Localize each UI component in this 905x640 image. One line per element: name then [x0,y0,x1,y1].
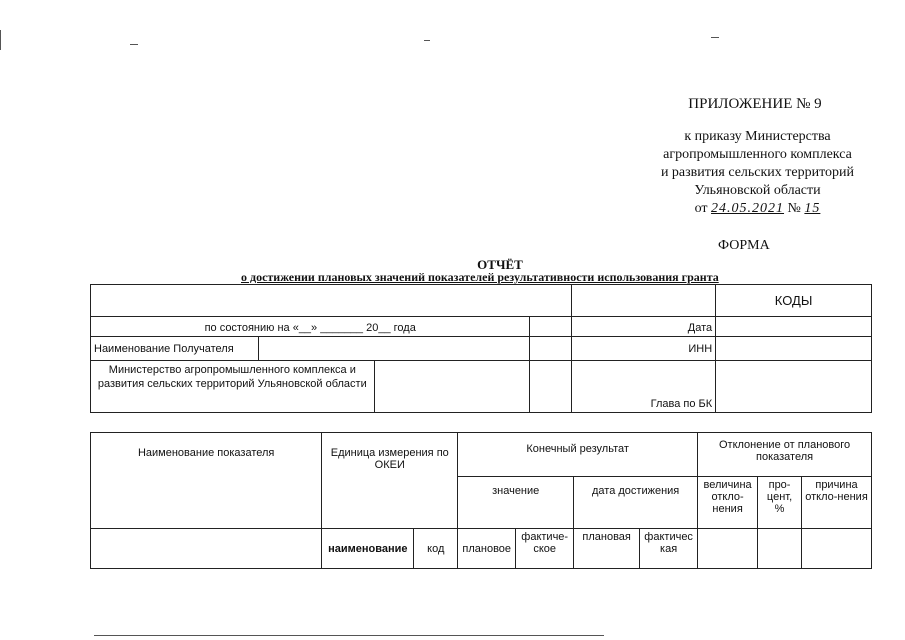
deviation-header: Отклонение от планового показателя [698,433,872,477]
value-header: значение [458,477,574,529]
recipient-label: Наименование Получателя [91,337,259,361]
order-number-handwritten: 15 [804,201,821,216]
unit-code-header: код [414,529,458,569]
date-achieved-header: дата достижения [574,477,698,529]
order-date-line [610,200,905,218]
bk-label: Глава по БК [572,361,716,413]
date-code [716,317,872,337]
planned-value-header: плановое [458,529,516,569]
order-line: и развития сельских территорий [660,165,855,180]
indicator-name-cell [91,529,322,569]
as-of-spacer [530,317,572,337]
order-number-prefix: № [787,201,801,216]
indicators-table [90,432,872,569]
order-line: агропромышленного комплекса [663,147,852,162]
recipient-spacer [530,337,572,361]
bk-code [716,361,872,413]
scan-mark [130,44,138,45]
codes-header-blank [91,285,572,317]
planned-date-header: плановая [574,529,640,569]
codes-header-spacer [572,285,716,317]
order-reference [610,128,905,218]
form-label: ФОРМА [718,238,770,253]
scan-mark [0,30,1,50]
deviation-reason-header: причина откло-нения [802,477,872,529]
actual-value-header: фактиче-ское [516,529,574,569]
ministry-spacer [530,361,572,413]
scan-mark [711,37,719,38]
indicator-name-header: Наименование показателя [91,433,322,529]
order-date-handwritten: 24.05.2021 [711,201,785,216]
recipient-value [258,337,530,361]
deviation-value-cell [698,529,758,569]
as-of-date: по состоянию на «__» _______ 20__ года [91,317,530,337]
appendix-label: ПРИЛОЖЕНИЕ № 9 [688,96,822,112]
deviation-reason-cell [802,529,872,569]
unit-header: Единица измерения по ОКЕИ [322,433,458,529]
report-subtitle: о достижении плановых значений показателей результативности использования гранта [241,270,719,284]
scan-mark [94,635,604,636]
actual-date-header: фактичес кая [640,529,698,569]
inn-code [716,337,872,361]
ministry-value [374,361,530,413]
deviation-percent-header: про-цент, % [758,477,802,529]
order-line: к приказу Министерства [684,129,831,144]
date-label: Дата [572,317,716,337]
scan-mark [424,40,430,41]
order-date-prefix: от [694,201,708,216]
order-line: Ульяновской области [694,183,821,198]
report-title-text: ОТЧЁТ [477,257,523,272]
deviation-percent-cell [758,529,802,569]
codes-table [90,284,872,413]
ministry-name: Министерство агропромышленного комплекса и развития сельских территорий Ульяновской области [91,361,375,413]
deviation-value-header: величина откло-нения [698,477,758,529]
inn-label: ИНН [572,337,716,361]
codes-header: КОДЫ [716,285,872,317]
unit-name-header: наименование [322,529,414,569]
result-header: Конечный результат [458,433,698,477]
